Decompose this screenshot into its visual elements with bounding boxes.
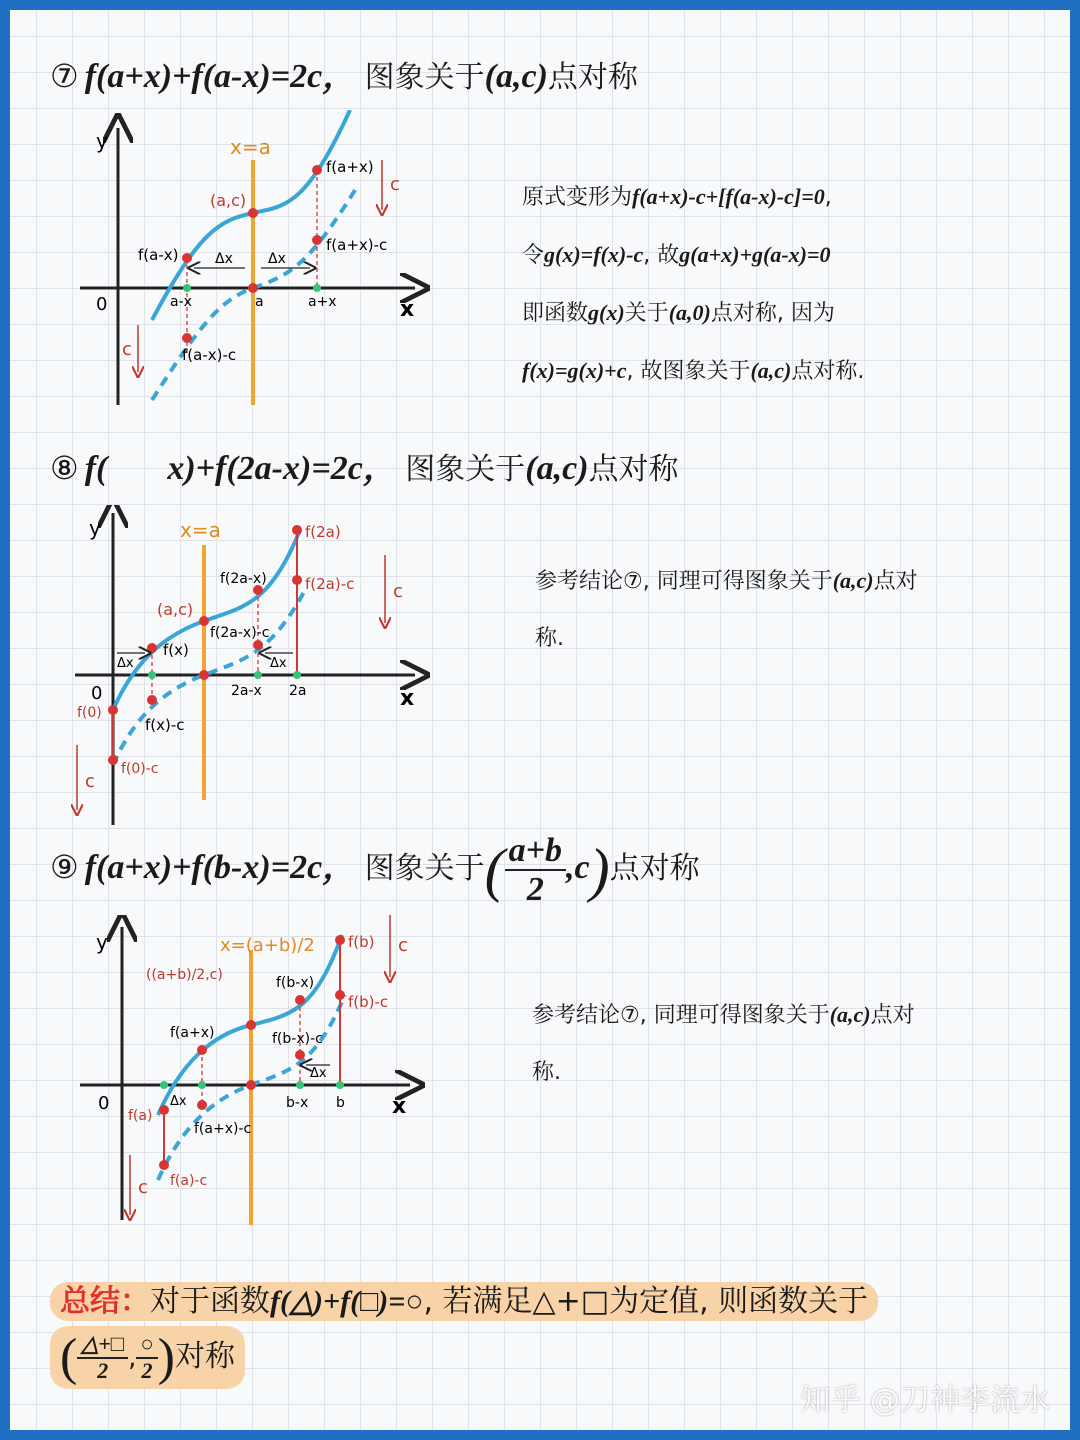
tick-a-plus-x-dot xyxy=(198,1081,206,1089)
section9-paren-right: ) xyxy=(589,836,610,903)
symmetry-axis-label: x=a xyxy=(180,518,221,542)
note7-l3-math2: (a,0) xyxy=(668,300,711,325)
section9-formula: f(a+x)+f(b-x)=2c， xyxy=(84,849,357,887)
tick-b-minus-x: b-x xyxy=(286,1095,309,1111)
note7-l3-math1: g(x) xyxy=(588,300,625,325)
note7-l2-mid: , 故 xyxy=(643,243,680,268)
summary: 总结：对于函数f(△)+f(□)=○, 若满足△+□为定值, 则函数关于 ( $\frac{\triangle+□}{2}$ , $\frac{○}{2}$ )对称 xyxy=(50,1276,878,1389)
note7-l1-pre: 原式变形为 xyxy=(522,185,633,210)
point-f-a-plus-x xyxy=(312,165,322,175)
note7-l3-pre: 即函数 xyxy=(522,301,589,326)
tick-a-minus-x: a-x xyxy=(170,294,192,310)
summary-label: 总结： xyxy=(60,1284,150,1319)
tick-b-dot xyxy=(336,1081,344,1089)
section9-graph xyxy=(70,915,440,1235)
summary-frac1-top: △+□ xyxy=(77,1332,128,1358)
c-label-left: c xyxy=(122,339,132,360)
summary-text2: , 若满足 xyxy=(423,1284,533,1319)
curve-shifted xyxy=(113,590,305,765)
origin-label: 0 xyxy=(96,294,108,315)
tick-2a-x: 2a-x xyxy=(231,683,262,699)
point-axis xyxy=(246,1080,256,1090)
label-fx-c: f(x)-c xyxy=(145,716,185,734)
section7-note xyxy=(522,168,864,400)
point-mid xyxy=(246,1020,256,1030)
section9-paren-left: ( xyxy=(484,836,505,903)
tick-a-plus-x-dot xyxy=(313,284,321,292)
point-f2a-c xyxy=(292,575,302,585)
dx-label-right: Δx xyxy=(268,251,286,267)
summary-text1: 对于函数 xyxy=(150,1284,270,1319)
note7-l4-math2: (a,c) xyxy=(750,358,792,383)
label-f2a: f(2a) xyxy=(305,523,341,541)
y-label: y xyxy=(96,930,108,954)
note9-l1-math: (a,c) xyxy=(829,1002,871,1027)
label-fbx: f(b-x) xyxy=(276,975,315,991)
summary-text3: 为定值, 则函数关于 xyxy=(609,1284,869,1319)
point-f0 xyxy=(108,705,118,715)
watermark: 知乎 @刀神李流水 xyxy=(800,1383,1050,1418)
section8-formula-a: f( xyxy=(84,450,108,487)
dx-label-left: Δx xyxy=(117,656,134,671)
tick-2a: 2a xyxy=(289,683,307,699)
c-label-left: c xyxy=(85,771,95,792)
point-fbx xyxy=(295,995,305,1005)
section8-note xyxy=(535,552,918,667)
note7-l4-post: , 故图象关于 xyxy=(626,359,751,384)
point-fa-c xyxy=(159,1160,169,1170)
point-fa xyxy=(159,1105,169,1115)
label-fa-c: f(a)-c xyxy=(170,1173,208,1189)
point-fax xyxy=(197,1045,207,1055)
label-f2ax: f(2a-x) xyxy=(220,571,267,587)
point-fb-c xyxy=(335,990,345,1000)
note7-l4-math: f(x)=g(x)+c xyxy=(522,358,627,383)
origin-label: 0 xyxy=(91,683,103,704)
note7-l2-math2: g(a+x)+g(a-x)=0 xyxy=(679,242,831,267)
section8-heading xyxy=(50,440,679,489)
point-a xyxy=(248,283,258,293)
point-fx xyxy=(147,643,157,653)
x-label: x xyxy=(392,1094,407,1119)
tick-b: b xyxy=(336,1095,345,1111)
summary-frac2-top: ○ xyxy=(136,1332,157,1358)
label-ac: (a,c) xyxy=(210,191,247,210)
label-fa: f(a) xyxy=(128,1108,153,1124)
tick-a-plus-x: a+x xyxy=(308,294,337,310)
point-f-a-plus-x-c xyxy=(312,235,322,245)
section7-point: (a,c) xyxy=(484,58,548,95)
summary-text4: 对称 xyxy=(174,1339,235,1374)
point-f2a xyxy=(292,525,302,535)
label-f0: f(0) xyxy=(77,705,102,721)
label-f-a-minus-x-c: f(a-x)-c xyxy=(182,346,237,364)
tick-x-dot xyxy=(148,671,156,679)
section9-heading xyxy=(50,832,700,909)
label-f-a-plus-x-c: f(a+x)-c xyxy=(326,236,388,254)
label-fb: f(b) xyxy=(348,933,375,951)
note8-l1-pre: 参考结论⑦, 同理可得图象关于 xyxy=(535,569,833,594)
section8-number: ⑧ xyxy=(50,449,79,487)
dx-label-right: Δx xyxy=(270,656,287,671)
section9-fraction xyxy=(505,832,566,909)
point-a xyxy=(199,670,209,680)
section7-heading xyxy=(50,48,638,97)
note7-l1-math: f(a+x)-c+[f(a-x)-c]=0 xyxy=(632,184,825,209)
tick-a: a xyxy=(255,294,264,310)
label-fax: f(a+x) xyxy=(170,1025,215,1041)
c-label-right: c xyxy=(390,174,400,195)
label-fbx-c: f(b-x)-c xyxy=(272,1031,323,1047)
symmetry-axis-label: x=(a+b)/2 xyxy=(220,935,315,956)
section7-text-before: 图象关于 xyxy=(364,60,485,95)
dx-label-left: Δx xyxy=(170,1094,187,1109)
summary-frac1-bottom: 2 xyxy=(97,1357,109,1383)
y-label: y xyxy=(89,516,101,540)
label-fx: f(x) xyxy=(163,641,189,659)
point-f2ax-c xyxy=(253,640,263,650)
label-f2ax-c: f(2a-x)-c xyxy=(210,625,270,641)
tick-b-minus-x-dot xyxy=(296,1081,304,1089)
note7-l2-math1: g(x)=f(x)-c xyxy=(544,242,644,267)
c-label-right: c xyxy=(398,935,408,956)
tick-a-minus-x-dot xyxy=(183,284,191,292)
c-label-right: c xyxy=(393,581,403,602)
point-fax-c xyxy=(197,1100,207,1110)
y-label: y xyxy=(96,129,108,153)
note7-l1-comma: , xyxy=(824,185,832,210)
tick-2a-x-dot xyxy=(254,671,262,679)
origin-label: 0 xyxy=(98,1093,110,1114)
note7-l2-pre: 令 xyxy=(522,243,545,268)
section9-note xyxy=(532,986,915,1101)
summary-frac1 xyxy=(77,1332,128,1382)
summary-paren-right: ) xyxy=(157,1329,175,1386)
section7-formula: f(a+x)+f(a-x)=2c， xyxy=(84,58,357,95)
section7-text-after: 点对称 xyxy=(547,60,638,95)
x-label: x xyxy=(400,686,415,711)
section9-frac-tail: ,c xyxy=(566,849,590,887)
note8-l2: 称. xyxy=(535,626,564,651)
note9-l1-pre: 参考结论⑦, 同理可得图象关于 xyxy=(532,1003,830,1028)
note9-l2: 称. xyxy=(532,1060,561,1085)
summary-frac2 xyxy=(136,1332,157,1382)
point-f0-c xyxy=(108,755,118,765)
point-ac xyxy=(248,208,258,218)
dx-label-right: Δx xyxy=(310,1066,327,1081)
section7-number: ⑦ xyxy=(50,57,79,95)
section9-frac-bottom: 2 xyxy=(526,871,544,909)
section8-text-before: 图象关于 xyxy=(405,452,526,487)
point-fx-c xyxy=(147,695,157,705)
summary-frac2-bottom: 2 xyxy=(141,1357,153,1383)
label-fax-c: f(a+x)-c xyxy=(194,1121,252,1137)
tick-2a-dot xyxy=(293,671,301,679)
label-mid: ((a+b)/2,c) xyxy=(146,967,223,983)
note7-l3-post: 点对称, 因为 xyxy=(710,301,835,326)
tick-a-dot xyxy=(160,1081,168,1089)
note9-l1-post: 点对 xyxy=(870,1003,915,1028)
point-f-a-minus-x-c xyxy=(182,333,192,343)
section8-text-after: 点对称 xyxy=(588,452,679,487)
point-fbx-c xyxy=(295,1050,305,1060)
note7-l3-mid: 关于 xyxy=(624,301,669,326)
label-ac: (a,c) xyxy=(157,600,194,619)
summary-cond: △+□ xyxy=(532,1284,610,1319)
dx-label-left: Δx xyxy=(215,251,233,267)
label-f2a-c: f(2a)-c xyxy=(305,575,355,593)
section8-formula-b: x)+f(2a-x)=2c， xyxy=(167,450,397,487)
section9-text-after: 点对称 xyxy=(609,851,700,887)
section8-point: (a,c) xyxy=(525,450,589,487)
point-f-a-minus-x xyxy=(182,253,192,263)
section9-number: ⑨ xyxy=(50,848,79,887)
symmetry-axis-label: x=a xyxy=(230,135,271,159)
section9-frac-top: a+b xyxy=(505,832,566,871)
label-f-a-plus-x: f(a+x) xyxy=(326,158,374,176)
section8-graph xyxy=(65,505,435,835)
x-label: x xyxy=(400,297,415,322)
label-f0-c: f(0)-c xyxy=(121,761,159,777)
note8-l1-math: (a,c) xyxy=(832,568,874,593)
summary-formula: f(△)+f(□)=○ xyxy=(270,1285,424,1318)
section7-graph xyxy=(70,110,440,420)
c-label-left: c xyxy=(138,1177,148,1198)
note7-l4-end: 点对称. xyxy=(791,359,865,384)
note8-l1-post: 点对 xyxy=(873,569,918,594)
summary-paren-left: ( xyxy=(60,1329,78,1386)
point-ac xyxy=(199,616,209,626)
label-f-a-minus-x: f(a-x) xyxy=(138,246,179,264)
label-fb-c: f(b)-c xyxy=(348,993,389,1011)
point-fb xyxy=(335,935,345,945)
section9-text-before: 图象关于 xyxy=(364,851,485,887)
